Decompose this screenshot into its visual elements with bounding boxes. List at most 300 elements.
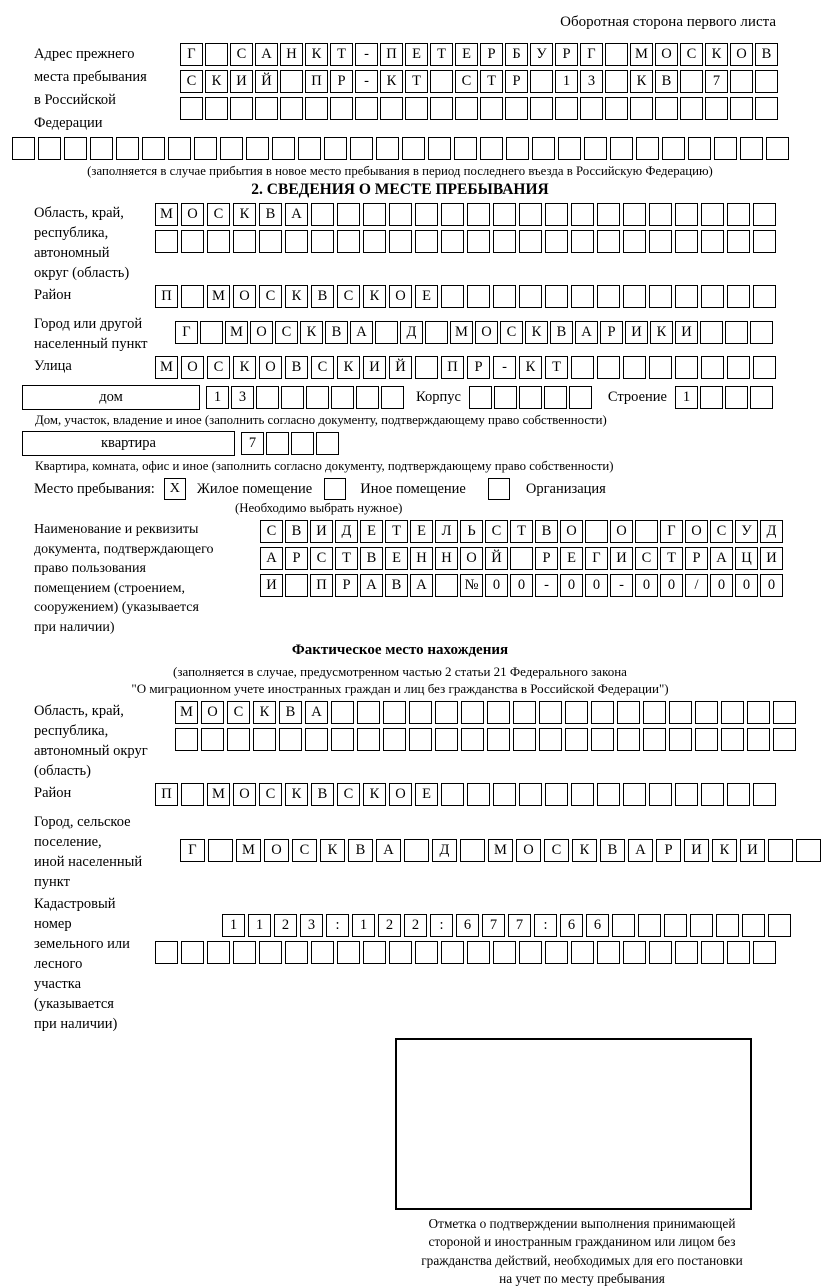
char-cell[interactable]: С	[310, 547, 333, 570]
char-cell[interactable]: И	[760, 547, 783, 570]
char-cell[interactable]: Е	[410, 520, 433, 543]
char-cell[interactable]: Е	[415, 285, 438, 308]
char-cell[interactable]	[181, 941, 204, 964]
char-cell[interactable]: С	[635, 547, 658, 570]
char-cell[interactable]	[467, 783, 490, 806]
char-cell[interactable]: 1	[352, 914, 375, 937]
char-cell[interactable]	[655, 97, 678, 120]
char-cell[interactable]	[630, 97, 653, 120]
char-cell[interactable]	[494, 386, 517, 409]
char-cell[interactable]	[519, 941, 542, 964]
char-cell[interactable]	[597, 941, 620, 964]
char-cell[interactable]: И	[363, 356, 386, 379]
char-cell[interactable]	[688, 137, 711, 160]
char-cell[interactable]	[750, 321, 773, 344]
char-cell[interactable]	[461, 701, 484, 724]
char-cell[interactable]	[643, 728, 666, 751]
char-cell[interactable]: Р	[656, 839, 681, 862]
char-cell[interactable]	[695, 728, 718, 751]
char-cell[interactable]: 1	[248, 914, 271, 937]
char-cell[interactable]	[669, 728, 692, 751]
char-cell[interactable]	[311, 941, 334, 964]
char-cell[interactable]	[649, 285, 672, 308]
char-cell[interactable]	[605, 43, 628, 66]
char-cell[interactable]	[571, 230, 594, 253]
char-cell[interactable]: С	[292, 839, 317, 862]
char-cell[interactable]	[623, 285, 646, 308]
char-cell[interactable]	[285, 230, 308, 253]
char-cell[interactable]	[680, 70, 703, 93]
char-cell[interactable]	[623, 941, 646, 964]
char-cell[interactable]	[404, 839, 429, 862]
char-cell[interactable]	[311, 203, 334, 226]
char-cell[interactable]	[280, 70, 303, 93]
char-cell[interactable]: В	[311, 285, 334, 308]
char-cell[interactable]: Е	[560, 547, 583, 570]
char-cell[interactable]	[405, 97, 428, 120]
char-cell[interactable]: Ц	[735, 547, 758, 570]
char-cell[interactable]	[597, 783, 620, 806]
char-cell[interactable]: Т	[335, 547, 358, 570]
char-cell[interactable]: 3	[300, 914, 323, 937]
char-cell[interactable]: А	[305, 701, 328, 724]
char-cell[interactable]	[116, 137, 139, 160]
char-cell[interactable]	[664, 914, 687, 937]
char-cell[interactable]: К	[363, 783, 386, 806]
char-cell[interactable]	[175, 728, 198, 751]
char-cell[interactable]	[305, 97, 328, 120]
char-cell[interactable]	[555, 97, 578, 120]
char-cell[interactable]: Д	[432, 839, 457, 862]
char-cell[interactable]	[675, 783, 698, 806]
char-cell[interactable]: К	[253, 701, 276, 724]
char-cell[interactable]	[208, 839, 233, 862]
char-cell[interactable]: В	[655, 70, 678, 93]
char-cell[interactable]: Р	[555, 43, 578, 66]
char-cell[interactable]: О	[655, 43, 678, 66]
char-cell[interactable]	[680, 97, 703, 120]
char-cell[interactable]	[233, 941, 256, 964]
char-cell[interactable]	[220, 137, 243, 160]
checkbox-organizatsiya[interactable]	[488, 478, 510, 500]
char-cell[interactable]	[207, 230, 230, 253]
char-cell[interactable]: А	[376, 839, 401, 862]
char-cell[interactable]	[38, 137, 61, 160]
char-cell[interactable]	[701, 203, 724, 226]
char-cell[interactable]	[519, 783, 542, 806]
char-cell[interactable]	[753, 285, 776, 308]
char-cell[interactable]: И	[310, 520, 333, 543]
char-cell[interactable]	[727, 941, 750, 964]
char-cell[interactable]: 0	[560, 574, 583, 597]
char-cell[interactable]: О	[389, 783, 412, 806]
char-cell[interactable]: А	[628, 839, 653, 862]
char-cell[interactable]	[155, 941, 178, 964]
char-cell[interactable]	[530, 70, 553, 93]
char-cell[interactable]	[519, 230, 542, 253]
char-cell[interactable]: К	[705, 43, 728, 66]
char-cell[interactable]	[773, 701, 796, 724]
char-cell[interactable]	[435, 574, 458, 597]
char-cell[interactable]	[569, 386, 592, 409]
char-cell[interactable]: А	[350, 321, 373, 344]
char-cell[interactable]	[753, 230, 776, 253]
char-cell[interactable]: Т	[480, 70, 503, 93]
char-cell[interactable]	[700, 321, 723, 344]
char-cell[interactable]	[539, 728, 562, 751]
char-cell[interactable]	[487, 728, 510, 751]
char-cell[interactable]	[435, 701, 458, 724]
char-cell[interactable]	[701, 285, 724, 308]
char-cell[interactable]: 2	[404, 914, 427, 937]
char-cell[interactable]	[571, 783, 594, 806]
char-cell[interactable]: Г	[180, 43, 203, 66]
checkbox-inoe-pomeshchenie[interactable]	[324, 478, 346, 500]
char-cell[interactable]: П	[441, 356, 464, 379]
char-cell[interactable]: 1	[222, 914, 245, 937]
char-cell[interactable]	[636, 137, 659, 160]
char-cell[interactable]	[730, 70, 753, 93]
char-cell[interactable]	[285, 941, 308, 964]
char-cell[interactable]	[357, 701, 380, 724]
char-cell[interactable]	[705, 97, 728, 120]
char-cell[interactable]: В	[285, 356, 308, 379]
char-cell[interactable]	[415, 203, 438, 226]
char-cell[interactable]	[230, 97, 253, 120]
char-cell[interactable]	[331, 728, 354, 751]
char-cell[interactable]: Р	[330, 70, 353, 93]
char-cell[interactable]	[747, 701, 770, 724]
char-cell[interactable]: О	[730, 43, 753, 66]
char-cell[interactable]: Р	[335, 574, 358, 597]
char-cell[interactable]	[381, 386, 404, 409]
char-cell[interactable]: О	[233, 285, 256, 308]
char-cell[interactable]: О	[181, 203, 204, 226]
char-cell[interactable]	[597, 203, 620, 226]
char-cell[interactable]	[721, 701, 744, 724]
char-cell[interactable]	[428, 137, 451, 160]
char-cell[interactable]	[591, 728, 614, 751]
char-cell[interactable]	[768, 839, 793, 862]
char-cell[interactable]	[530, 97, 553, 120]
char-cell[interactable]	[544, 386, 567, 409]
char-cell[interactable]	[253, 728, 276, 751]
char-cell[interactable]: О	[389, 285, 412, 308]
char-cell[interactable]: Й	[255, 70, 278, 93]
char-cell[interactable]	[662, 137, 685, 160]
char-cell[interactable]	[363, 203, 386, 226]
char-cell[interactable]: А	[710, 547, 733, 570]
char-cell[interactable]: Т	[405, 70, 428, 93]
char-cell[interactable]	[205, 43, 228, 66]
char-cell[interactable]	[675, 203, 698, 226]
char-cell[interactable]	[207, 941, 230, 964]
char-cell[interactable]: С	[260, 520, 283, 543]
char-cell[interactable]	[194, 137, 217, 160]
char-cell[interactable]	[649, 356, 672, 379]
char-cell[interactable]	[291, 432, 314, 455]
char-cell[interactable]: М	[630, 43, 653, 66]
char-cell[interactable]: Ь	[460, 520, 483, 543]
char-cell[interactable]	[356, 386, 379, 409]
char-cell[interactable]: О	[264, 839, 289, 862]
char-cell[interactable]	[441, 285, 464, 308]
char-cell[interactable]: 0	[485, 574, 508, 597]
char-cell[interactable]	[623, 203, 646, 226]
char-cell[interactable]	[285, 574, 308, 597]
char-cell[interactable]: Е	[405, 43, 428, 66]
char-cell[interactable]: Т	[510, 520, 533, 543]
char-cell[interactable]	[591, 701, 614, 724]
char-cell[interactable]	[493, 203, 516, 226]
char-cell[interactable]	[460, 839, 485, 862]
char-cell[interactable]	[675, 230, 698, 253]
char-cell[interactable]	[255, 97, 278, 120]
char-cell[interactable]	[227, 728, 250, 751]
char-cell[interactable]: Т	[385, 520, 408, 543]
char-cell[interactable]: В	[385, 574, 408, 597]
char-cell[interactable]: Н	[410, 547, 433, 570]
char-cell[interactable]	[539, 701, 562, 724]
char-cell[interactable]: 0	[735, 574, 758, 597]
char-cell[interactable]	[725, 386, 748, 409]
char-cell[interactable]: К	[650, 321, 673, 344]
char-cell[interactable]	[298, 137, 321, 160]
char-cell[interactable]	[571, 285, 594, 308]
char-cell[interactable]	[487, 701, 510, 724]
char-cell[interactable]	[467, 941, 490, 964]
char-cell[interactable]	[730, 97, 753, 120]
char-cell[interactable]: 6	[456, 914, 479, 937]
char-cell[interactable]	[493, 285, 516, 308]
char-cell[interactable]: Е	[455, 43, 478, 66]
char-cell[interactable]: Д	[760, 520, 783, 543]
char-cell[interactable]	[545, 783, 568, 806]
char-cell[interactable]	[415, 230, 438, 253]
char-cell[interactable]: Р	[285, 547, 308, 570]
char-cell[interactable]: Е	[385, 547, 408, 570]
char-cell[interactable]	[467, 285, 490, 308]
char-cell[interactable]	[617, 728, 640, 751]
char-cell[interactable]	[742, 914, 765, 937]
char-cell[interactable]	[415, 941, 438, 964]
char-cell[interactable]	[638, 914, 661, 937]
char-cell[interactable]	[155, 230, 178, 253]
char-cell[interactable]: С	[207, 203, 230, 226]
char-cell[interactable]	[350, 137, 373, 160]
char-cell[interactable]: Р	[505, 70, 528, 93]
char-cell[interactable]	[389, 941, 412, 964]
char-cell[interactable]	[181, 230, 204, 253]
char-cell[interactable]: К	[519, 356, 542, 379]
char-cell[interactable]	[612, 914, 635, 937]
char-cell[interactable]: О	[460, 547, 483, 570]
char-cell[interactable]: :	[430, 914, 453, 937]
char-cell[interactable]: 6	[586, 914, 609, 937]
char-cell[interactable]	[389, 230, 412, 253]
char-cell[interactable]	[643, 701, 666, 724]
char-cell[interactable]: 7	[241, 432, 264, 455]
char-cell[interactable]: А	[360, 574, 383, 597]
char-cell[interactable]	[649, 203, 672, 226]
char-cell[interactable]	[766, 137, 789, 160]
char-cell[interactable]: Н	[435, 547, 458, 570]
char-cell[interactable]	[256, 386, 279, 409]
char-cell[interactable]: К	[572, 839, 597, 862]
char-cell[interactable]: А	[255, 43, 278, 66]
char-cell[interactable]: О	[181, 356, 204, 379]
char-cell[interactable]: К	[363, 285, 386, 308]
char-cell[interactable]: П	[155, 783, 178, 806]
char-cell[interactable]	[180, 97, 203, 120]
char-cell[interactable]	[272, 137, 295, 160]
char-cell[interactable]: У	[735, 520, 758, 543]
char-cell[interactable]	[363, 230, 386, 253]
char-cell[interactable]	[597, 356, 620, 379]
char-cell[interactable]	[623, 356, 646, 379]
char-cell[interactable]: Р	[467, 356, 490, 379]
char-cell[interactable]: П	[155, 285, 178, 308]
char-cell[interactable]	[690, 914, 713, 937]
char-cell[interactable]: 0	[660, 574, 683, 597]
char-cell[interactable]	[605, 97, 628, 120]
char-cell[interactable]	[430, 70, 453, 93]
char-cell[interactable]	[324, 137, 347, 160]
char-cell[interactable]: К	[285, 783, 308, 806]
char-cell[interactable]: №	[460, 574, 483, 597]
char-cell[interactable]	[750, 386, 773, 409]
char-cell[interactable]	[545, 285, 568, 308]
char-cell[interactable]	[753, 203, 776, 226]
char-cell[interactable]: М	[207, 285, 230, 308]
char-cell[interactable]: :	[326, 914, 349, 937]
char-cell[interactable]	[331, 386, 354, 409]
char-cell[interactable]: Р	[685, 547, 708, 570]
char-cell[interactable]: В	[279, 701, 302, 724]
char-cell[interactable]: 3	[580, 70, 603, 93]
char-cell[interactable]: -	[355, 70, 378, 93]
char-cell[interactable]	[375, 321, 398, 344]
char-cell[interactable]: С	[230, 43, 253, 66]
char-cell[interactable]: К	[337, 356, 360, 379]
char-cell[interactable]	[701, 356, 724, 379]
char-cell[interactable]: 1	[206, 386, 229, 409]
char-cell[interactable]: М	[488, 839, 513, 862]
char-cell[interactable]	[623, 783, 646, 806]
char-cell[interactable]	[415, 356, 438, 379]
char-cell[interactable]	[469, 386, 492, 409]
char-cell[interactable]	[675, 285, 698, 308]
char-cell[interactable]: -	[610, 574, 633, 597]
char-cell[interactable]: М	[450, 321, 473, 344]
char-cell[interactable]: В	[348, 839, 373, 862]
char-cell[interactable]: В	[325, 321, 348, 344]
char-cell[interactable]: П	[310, 574, 333, 597]
char-cell[interactable]: О	[685, 520, 708, 543]
char-cell[interactable]: А	[285, 203, 308, 226]
char-cell[interactable]	[701, 783, 724, 806]
char-cell[interactable]	[259, 941, 282, 964]
char-cell[interactable]: О	[250, 321, 273, 344]
char-cell[interactable]: Г	[580, 43, 603, 66]
char-cell[interactable]	[585, 520, 608, 543]
char-cell[interactable]: 7	[482, 914, 505, 937]
char-cell[interactable]	[747, 728, 770, 751]
char-cell[interactable]	[383, 728, 406, 751]
char-cell[interactable]	[532, 137, 555, 160]
char-cell[interactable]	[90, 137, 113, 160]
char-cell[interactable]	[571, 356, 594, 379]
char-cell[interactable]: С	[680, 43, 703, 66]
char-cell[interactable]	[610, 137, 633, 160]
char-cell[interactable]: И	[230, 70, 253, 93]
char-cell[interactable]	[233, 230, 256, 253]
char-cell[interactable]	[669, 701, 692, 724]
char-cell[interactable]: М	[175, 701, 198, 724]
char-cell[interactable]: В	[535, 520, 558, 543]
char-cell[interactable]: 0	[510, 574, 533, 597]
char-cell[interactable]	[266, 432, 289, 455]
char-cell[interactable]	[649, 941, 672, 964]
char-cell[interactable]: А	[575, 321, 598, 344]
char-cell[interactable]	[505, 97, 528, 120]
char-cell[interactable]	[455, 97, 478, 120]
char-cell[interactable]	[201, 728, 224, 751]
char-cell[interactable]: И	[260, 574, 283, 597]
char-cell[interactable]	[565, 701, 588, 724]
char-cell[interactable]	[727, 783, 750, 806]
char-cell[interactable]	[649, 230, 672, 253]
char-cell[interactable]: А	[410, 574, 433, 597]
char-cell[interactable]	[753, 783, 776, 806]
char-cell[interactable]: О	[475, 321, 498, 344]
char-cell[interactable]: К	[205, 70, 228, 93]
char-cell[interactable]	[597, 285, 620, 308]
char-cell[interactable]	[316, 432, 339, 455]
char-cell[interactable]: С	[259, 285, 282, 308]
char-cell[interactable]: Г	[585, 547, 608, 570]
char-cell[interactable]: Т	[430, 43, 453, 66]
char-cell[interactable]	[168, 137, 191, 160]
char-cell[interactable]: С	[455, 70, 478, 93]
char-cell[interactable]	[389, 203, 412, 226]
char-cell[interactable]: 0	[760, 574, 783, 597]
char-cell[interactable]	[605, 70, 628, 93]
char-cell[interactable]: Т	[660, 547, 683, 570]
char-cell[interactable]: Г	[660, 520, 683, 543]
char-cell[interactable]	[281, 386, 304, 409]
char-cell[interactable]	[545, 203, 568, 226]
char-cell[interactable]: И	[675, 321, 698, 344]
char-cell[interactable]: О	[201, 701, 224, 724]
char-cell[interactable]	[513, 701, 536, 724]
char-cell[interactable]	[441, 203, 464, 226]
char-cell[interactable]: К	[233, 203, 256, 226]
char-cell[interactable]	[330, 97, 353, 120]
char-cell[interactable]	[753, 941, 776, 964]
char-cell[interactable]	[584, 137, 607, 160]
char-cell[interactable]	[441, 783, 464, 806]
char-cell[interactable]	[565, 728, 588, 751]
char-cell[interactable]: 3	[231, 386, 254, 409]
char-cell[interactable]	[545, 941, 568, 964]
char-cell[interactable]	[635, 520, 658, 543]
char-cell[interactable]: В	[311, 783, 334, 806]
char-cell[interactable]: С	[207, 356, 230, 379]
char-cell[interactable]	[480, 97, 503, 120]
char-cell[interactable]	[675, 941, 698, 964]
char-cell[interactable]	[545, 230, 568, 253]
